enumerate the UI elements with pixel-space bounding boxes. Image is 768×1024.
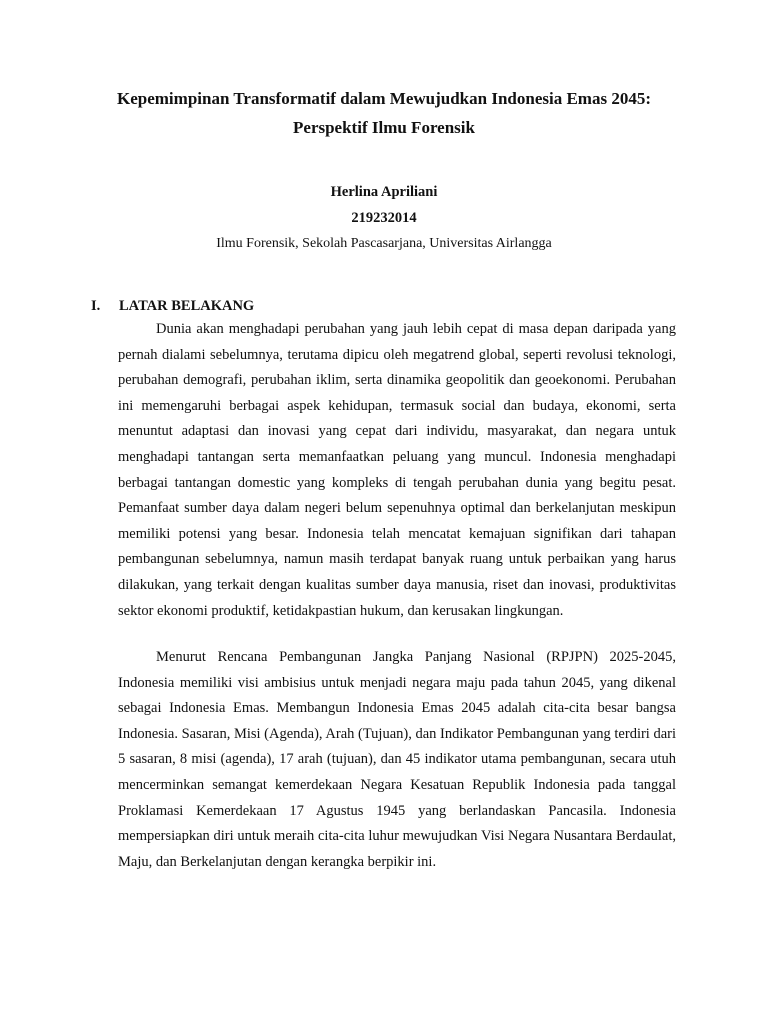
author-name: Herlina Apriliani: [330, 184, 438, 200]
section-heading: [91, 297, 254, 315]
author-id: 219232014: [351, 210, 417, 226]
section-title: LATAR BELAKANG: [119, 298, 255, 314]
body-paragraph: Menurut Rencana Pembangunan Jangka Panjang Nasional (RPJPN) 2025-2045, Indonesia memiliki visi ambisius untuk menjadi negara maju pada tahun 2045, yang dikenal sebagai Indonesia Emas. Membangun Indonesia Emas 2045 adalah cita-cita besar bangsa Indonesia. Sasaran, Misi (Agenda), Arah (Tujuan), dan Indikator Pembangunan yang terdiri dari 5 sasaran, 8 misi (agenda), 17 arah (tujuan), dan 45 indikator utama pembangunan, secara utuh mencerminkan semangat kemerdekaan Negara Kesatuan Republik Indonesia pada tanggal Proklamasi Kemerdekaan 17 Agustus 1945 yang berlandaskan Pancasila. Indonesia mempersiapkan diri untuk meraih cita-cita luhur mewujudkan Visi Negara Nusantara Berdaulat, Maju, dan Berkelanjutan dengan kerangka berpikir ini.: [118, 649, 676, 870]
document-title-line-2: Perspektif Ilmu Forensik: [293, 118, 475, 137]
author-affiliation: Ilmu Forensik, Sekolah Pascasarjana, Universitas Airlangga: [216, 236, 552, 251]
document-title-line-1: Kepemimpinan Transformatif dalam Mewujudkan Indonesia Emas 2045:: [117, 89, 651, 108]
body-paragraph: Dunia akan menghadapi perubahan yang jauh lebih cepat di masa depan daripada yang pernah dialami sebelumnya, terutama dipicu oleh megatrend global, seperti revolusi teknologi, perubahan demografi, perubahan iklim, serta dinamika geopolitik dan geoekonomi. Perubahan ini memengaruhi berbagai aspek kehidupan, termasuk social dan budaya, ekonomi, serta menuntut adaptasi dan inovasi yang cepat dari individu, masyarakat, dan negara untuk menghadapi tantangan serta memanfaatkan peluang yang muncul. Indonesia menghadapi berbagai tantangan domestic yang kompleks di tengah perubahan dunia yang begitu pesat. Pemanfaat sumber daya dalam negeri belum sepenuhnya optimal dan berkelanjutan meskipun memiliki potensi yang besar. Indonesia telah mencatat kemajuan signifikan dari tahapan pembangunan sebelumnya, namun masih terdapat banyak ruang untuk perbaikan yang harus dilakukan, yang terkait dengan kualitas sumber daya manusia, riset dan inovasi, produktivitas sektor ekonomi produktif, ketidakpastian hukum, dan kerusakan lingkungan.: [118, 321, 676, 619]
section-number: I.: [91, 298, 101, 314]
